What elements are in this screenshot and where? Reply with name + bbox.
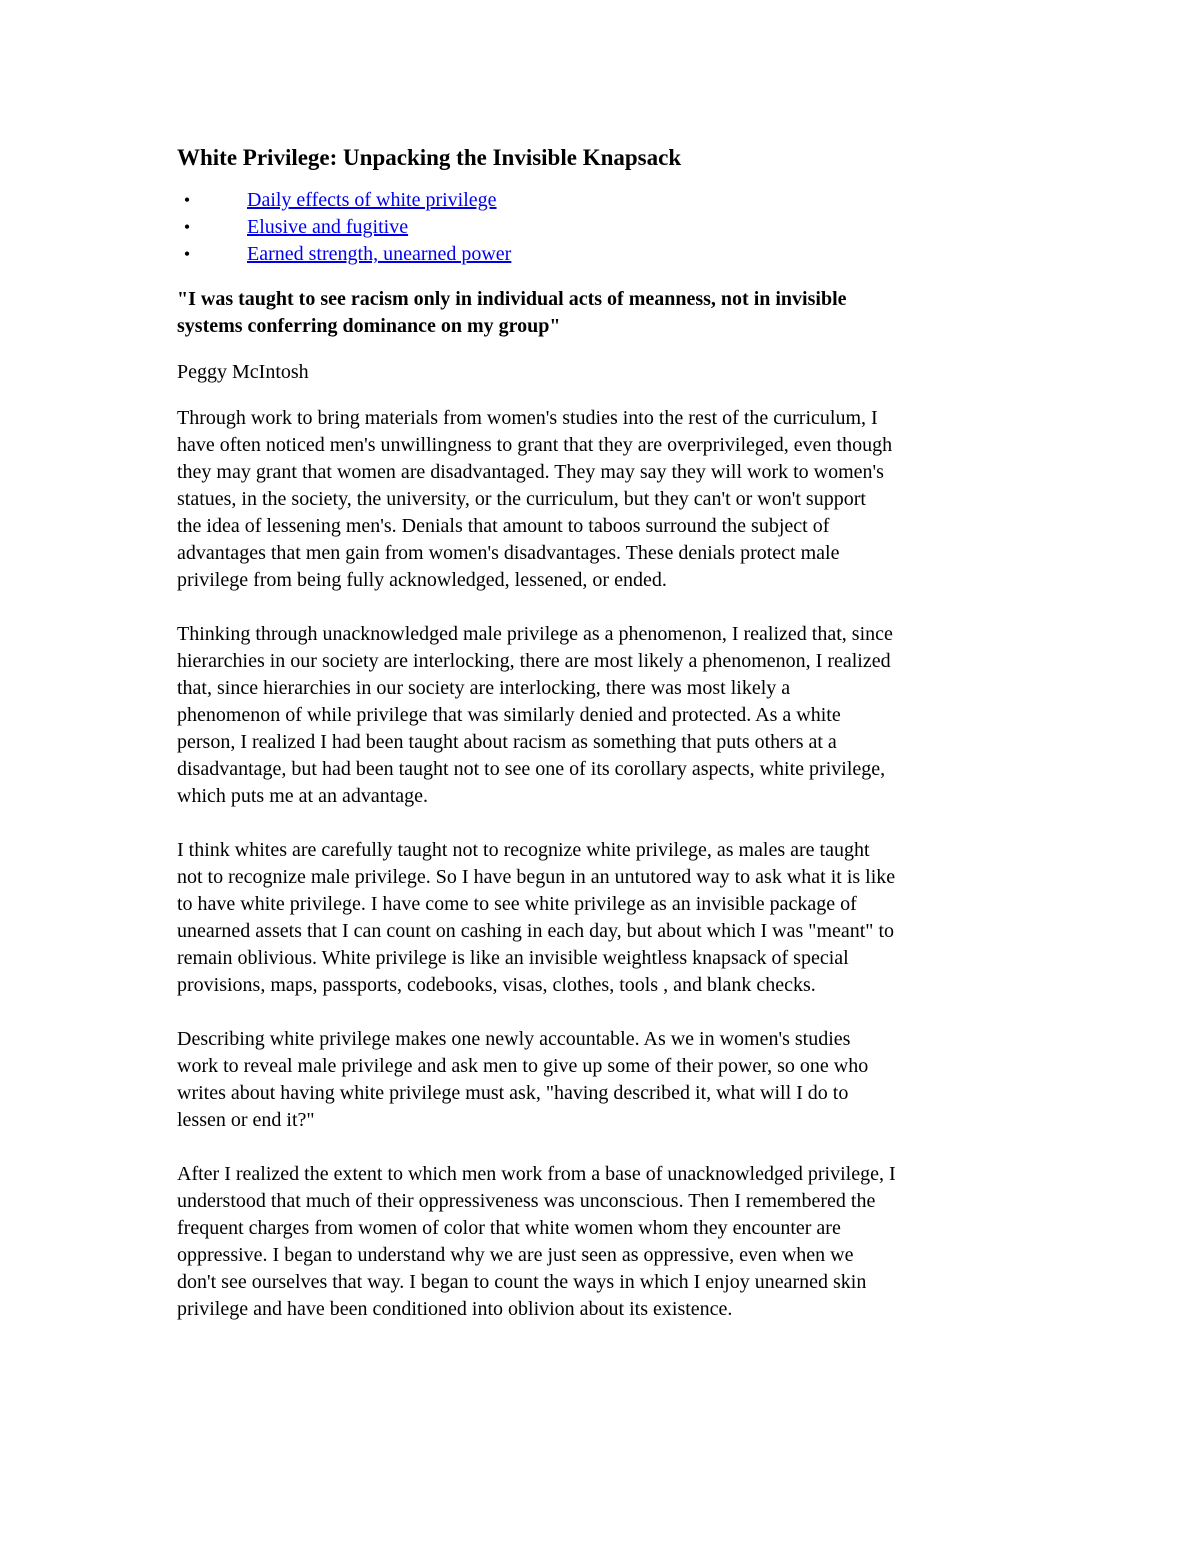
toc-item [177,187,1037,214]
text-line: disadvantage, but had been taught not to see one of its corollary aspects, white privilege, [177,758,886,780]
text-line: that, since hierarchies in our society are interlocking, there was most likely a [177,677,791,699]
text-line: phenomenon of while privilege that was similarly denied and protected. As a white [177,704,841,726]
paragraph-1 [177,405,1037,594]
text-line: advantages that men gain from women's disadvantages. These denials protect male [177,542,840,564]
text-line: understood that much of their oppressiveness was unconscious. Then I remembered the [177,1190,876,1212]
text-line: I think whites are carefully taught not to recognize white privilege, as males are taught [177,839,870,861]
text-line: Describing white privilege makes one newly accountable. As we in women's studies [177,1028,851,1050]
text-line: remain oblivious. White privilege is like an invisible weightless knapsack of special [177,947,849,969]
text-line: work to reveal male privilege and ask men to give up some of their power, so one who [177,1055,869,1077]
pull-quote [177,286,1037,340]
toc-link-daily-effects[interactable]: Daily effects of white privilege [247,189,497,211]
text-line: provisions, maps, passports, codebooks, visas, clothes, tools , and blank checks. [177,974,816,996]
toc-link-earned-strength[interactable]: Earned strength, unearned power [247,243,512,265]
text-line: privilege and have been conditioned into oblivion about its existence. [177,1298,733,1320]
text-line: Through work to bring materials from women's studies into the rest of the curriculum, I [177,407,878,429]
text-line: writes about having white privilege must ask, "having described it, what will I do to [177,1082,849,1104]
text-line: which puts me at an advantage. [177,785,429,807]
text-line: they may grant that women are disadvantaged. They may say they will work to women's [177,461,884,483]
bullet-icon: • [183,190,191,210]
body-text [177,405,1037,1323]
text-line: don't see ourselves that way. I began to count the ways in which I enjoy unearned skin [177,1271,867,1293]
text-line: oppressive. I began to understand why we are just seen as oppressive, even when we [177,1244,854,1266]
text-line: privilege from being fully acknowledged, lessened, or ended. [177,569,667,591]
paragraph-5 [177,1161,1037,1323]
bullet-icon: • [183,217,191,237]
table-of-contents [177,187,1037,268]
text-line: the idea of lessening men's. Denials that amount to taboos surround the subject of [177,515,830,537]
text-line: have often noticed men's unwillingness to grant that they are overprivileged, even though [177,434,893,456]
toc-link-elusive-fugitive[interactable]: Elusive and fugitive [247,216,409,238]
text-line: not to recognize male privilege. So I have begun in an untutored way to ask what it is like [177,866,896,888]
paragraph-2 [177,621,1037,810]
text-line: to have white privilege. I have come to see white privilege as an invisible package of [177,893,857,915]
paragraph-4 [177,1026,1037,1134]
toc-item [177,214,1037,241]
document-page [177,143,1037,1350]
text-line: Thinking through unacknowledged male privilege as a phenomenon, I realized that, since [177,623,893,645]
text-line: systems conferring dominance on my group" [177,315,561,337]
text-line: After I realized the extent to which men work from a base of unacknowledged privilege, I [177,1163,896,1185]
bullet-icon: • [183,244,191,264]
author-name: Peggy McIntosh [177,361,309,383]
document-title: White Privilege: Unpacking the Invisible Knapsack [177,145,682,170]
text-line: frequent charges from women of color that white women whom they encounter are [177,1217,841,1239]
text-line: person, I realized I had been taught about racism as something that puts others at a [177,731,837,753]
text-line: hierarchies in our society are interlocking, there are most likely a phenomenon, I realized [177,650,891,672]
text-line: statues, in the society, the university, or the curriculum, but they can't or won't support [177,488,866,510]
text-line: "I was taught to see racism only in individual acts of meanness, not in invisible [177,288,847,310]
text-line: unearned assets that I can count on cashing in each day, but about which I was "meant" to [177,920,895,942]
text-line: lessen or end it?" [177,1109,315,1131]
paragraph-3 [177,837,1037,999]
toc-item [177,241,1037,268]
